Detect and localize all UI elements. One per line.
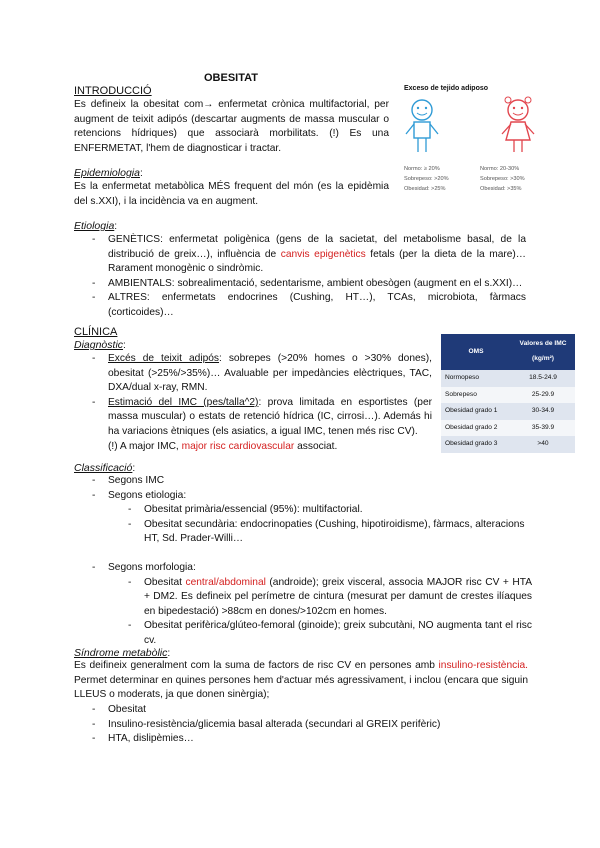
epidem-text: Es la enfermetat metabòlica MÉS frequent del món (es la epidèmia del s.XXI), i la incidència va en augment. bbox=[74, 181, 389, 207]
list-item: - Excés de teixit adipós: sobrepes (>20% homes o >30% dones), obesitat (>25%/>35%)… Avaluable per impedàncies elèctriques, TAC, DXA/dual x-ray, RMN. bbox=[92, 353, 432, 394]
colon: : bbox=[123, 340, 126, 351]
table-cell: Sobrepeso bbox=[441, 387, 511, 404]
list-item: - GENÈTICS: enfermetat poligènica (gens de la sacietat, del metabolisme basal, de la distribució de greix…), influència de canvis epigenètics fetals (per la dieta de la mare)… Rarament monogènic o sindròmic. bbox=[92, 234, 526, 275]
colon: : bbox=[167, 648, 171, 659]
sindrome-list bbox=[92, 703, 526, 747]
adipose-figure bbox=[398, 82, 538, 200]
sindrome-item: HTA, dislipèmies… bbox=[108, 733, 194, 745]
table-cell: Obesidad grado 3 bbox=[441, 436, 511, 453]
sindrome-pre: Es deifineix generalment com la suma de factors de risc CV en persones amb bbox=[74, 660, 439, 671]
table-row bbox=[441, 420, 575, 437]
intro-paragraph: Es defineix la obesitat com→ enfermetat crònica multifactorial, per augment de teixit adipós (descartar augments de massa muscular o retencions hídriques) que associarà morbilitats. (!) Es una ENFERMETAT, l'hem de diagnosticar i tractar. bbox=[74, 99, 389, 154]
list-item: - Segons etiologia: bbox=[92, 489, 187, 501]
diag-excess-text: : sobrepes (>20% homes o >30% dones), obesitat (>25%/>35%)… Avaluable per impedàncies elèctriques, TAC, DXA/dual x-ray, RMN. bbox=[108, 353, 432, 394]
list-item: - Obesitat perifèrica/glúteo-femoral (ginoide); greix subcutàni, NO augmenta tant el risc cv. bbox=[128, 620, 532, 646]
table-cell: 30-34.9 bbox=[511, 403, 575, 420]
oms-table bbox=[441, 334, 575, 453]
male-line: Normo: ≥ 20% bbox=[404, 166, 440, 172]
diag-excess: Excés de teixit adipós bbox=[108, 353, 220, 364]
colon: : bbox=[132, 463, 136, 474]
etio-epigenetic: canvis epigenètics bbox=[280, 248, 366, 260]
sindrome-item: Obesitat bbox=[108, 704, 146, 715]
imc-header: Valores de IMC (kg/m²) bbox=[511, 334, 575, 370]
etio-genetics-post: fetals (per la dieta de la mare)… Rarament monogènic o sindròmic. bbox=[108, 248, 526, 275]
classif-morf: Segons morfologia: bbox=[108, 561, 196, 573]
table-cell: >40 bbox=[511, 436, 575, 453]
table-cell: Obesidad grado 2 bbox=[441, 420, 511, 437]
list-item: - Obesitat central/abdominal (androide); greix visceral, associa MAJOR risc CV + HTA + DM2. Es defineix pel perímetre de cintura (mesurat per damunt de crestes ilíaques en bipedestació) >88cm en dones/>102cm en homes. bbox=[128, 576, 532, 617]
list-item: - Insulino-resistència/glicemia basal alterada (secundari al GREIX perifèric) bbox=[92, 718, 441, 730]
diag-list bbox=[92, 352, 432, 454]
etio-genetics: GENÈTICS: enfermetat poligènica (gens de la sacietat, del metabolisme basal, de la distribució de greix…), influència de bbox=[108, 234, 526, 260]
diag-imc-text: : prova limitada en esportistes (per massa muscular) o estats de retenció hídrica (IC, cirrosi…). Además hi ha variacions ètniques (els asiatics, a igual IMC, tenen més risc CV). bbox=[108, 396, 432, 437]
morf1-red: central/abdominal bbox=[185, 576, 266, 588]
table-row bbox=[441, 387, 575, 404]
classif-etiol: Segons etiologia: bbox=[108, 489, 187, 501]
etio-altres: ALTRES: enfermetats endocrines (Cushing, HT…), TCAs, microbiota, fàrmacs (corticoides)… bbox=[108, 292, 526, 318]
sindrome-post: Permet determinar en quines persones hem d'actuar més agressivament, i inclou (encara que siguin LLEUS o moderats, ja que donen sinèrgia); bbox=[74, 674, 528, 701]
sindrome-item: Insulino-resistència/glicemia basal alterada (secundari al GREIX perifèric) bbox=[108, 718, 441, 730]
list-item: - HTA, dislipèmies… bbox=[92, 733, 194, 745]
male-figure-icon bbox=[404, 98, 440, 154]
diag-heading-text: Diagnòstic bbox=[74, 339, 124, 351]
table-cell: 25-29.9 bbox=[511, 387, 575, 404]
list-item: - Obesitat bbox=[92, 704, 146, 715]
morf1-post: (androide); greix visceral, associa MAJOR risc CV + HTA + DM2. Es defineix pel perímetre de cintura (mesurat per damunt de crestes ilíaques en bipedestació) >88cm en dones/>102cm en homes. bbox=[144, 576, 532, 617]
female-figure-icon bbox=[498, 96, 538, 154]
page-title: OBESITAT bbox=[204, 72, 258, 84]
list-item: - Obesitat secundària: endocrinopaties (Cushing, hipotiroidisme), fàrmacs, alteracions HT, Sd. Prader-Willi… bbox=[128, 518, 525, 545]
male-line: Obesidad: >25% bbox=[404, 186, 446, 192]
sindrome-heading-text: Síndrome metabòlic bbox=[74, 647, 168, 659]
diag-note bbox=[92, 440, 432, 455]
etio-heading-text: Etiologia bbox=[74, 220, 115, 232]
morf2: Obesitat perifèrica/glúteo-femoral (ginoide); greix subcutàni, NO augmenta tant el risc cv. bbox=[144, 620, 532, 646]
intro-heading: INTRODUCCIÓ bbox=[74, 85, 152, 97]
list-item: - Segons IMC bbox=[92, 475, 165, 486]
note-red: major risc cardiovascular bbox=[181, 440, 295, 452]
classif-heading-text: Classificació bbox=[74, 462, 133, 474]
sindrome-red: insulino-resistència. bbox=[438, 660, 528, 671]
table-cell: Obesidad grado 1 bbox=[441, 403, 511, 420]
classif-secundaria: Obesitat secundària: endocrinopaties (Cushing, hipotiroidisme), fàrmacs, alteracions HT, Sd. Prader-Willi… bbox=[144, 518, 525, 545]
clinica-heading: CLÍNICA bbox=[74, 326, 118, 338]
note-pre: (!) A major IMC, bbox=[108, 440, 182, 452]
male-line: Sobrepeso: >20% bbox=[404, 176, 449, 182]
classif-primaria: Obesitat primària/essencial (95%): multifactorial. bbox=[144, 504, 363, 516]
classif-imc: Segons IMC bbox=[108, 475, 165, 486]
female-line: Sobrepeso: >30% bbox=[480, 176, 525, 182]
table-row bbox=[441, 403, 575, 420]
table-cell: 18.5-24.9 bbox=[511, 370, 575, 387]
etio-list bbox=[92, 233, 526, 321]
colon: : bbox=[114, 221, 118, 232]
epidem-heading-text: Epidemiologia bbox=[74, 167, 140, 179]
table-cell: Normopeso bbox=[441, 370, 511, 387]
list-item: - AMBIENTALS: sobrealimentació, sedentarisme, ambient obesògen (augment en el s.XXI)… bbox=[92, 277, 523, 289]
male-values bbox=[404, 164, 466, 194]
list-item: - Estimació del IMC (pes/talla^2): prova limitada en esportistes (per massa muscular) o estats de retenció hídrica (IC, cirrosi…). Además hi ha variacions ètniques (els asiatics, a igual IMC, tenen més risc CV). bbox=[92, 396, 432, 437]
figure-caption: Exceso de tejido adiposo bbox=[404, 85, 489, 92]
list-item: - Obesitat primària/essencial (95%): multifactorial. bbox=[128, 504, 363, 516]
note-post: associat. bbox=[294, 440, 338, 452]
classif-list bbox=[92, 474, 532, 649]
female-line: Obesidad: >35% bbox=[480, 186, 522, 192]
morf1-pre: Obesitat bbox=[144, 576, 186, 588]
list-item: - Segons morfologia: bbox=[92, 561, 196, 573]
table-row bbox=[441, 436, 575, 453]
colon: : bbox=[139, 168, 143, 179]
table-cell: 35-39.9 bbox=[511, 420, 575, 437]
list-item: - ALTRES: enfermetats endocrines (Cushing, HT…), TCAs, microbiota, fàrmacs (corticoides)… bbox=[92, 292, 526, 318]
diag-imc: Estimació del IMC (pes/talla^2) bbox=[108, 396, 259, 408]
sindrome-paragraph bbox=[74, 659, 528, 703]
female-values bbox=[480, 164, 540, 194]
table-row bbox=[441, 370, 575, 387]
female-line: Normo: 20-30% bbox=[480, 166, 520, 172]
oms-header: OMS bbox=[441, 334, 511, 370]
etio-ambientals: AMBIENTALS: sobrealimentació, sedentarisme, ambient obesògen (augment en el s.XXI)… bbox=[108, 277, 523, 289]
